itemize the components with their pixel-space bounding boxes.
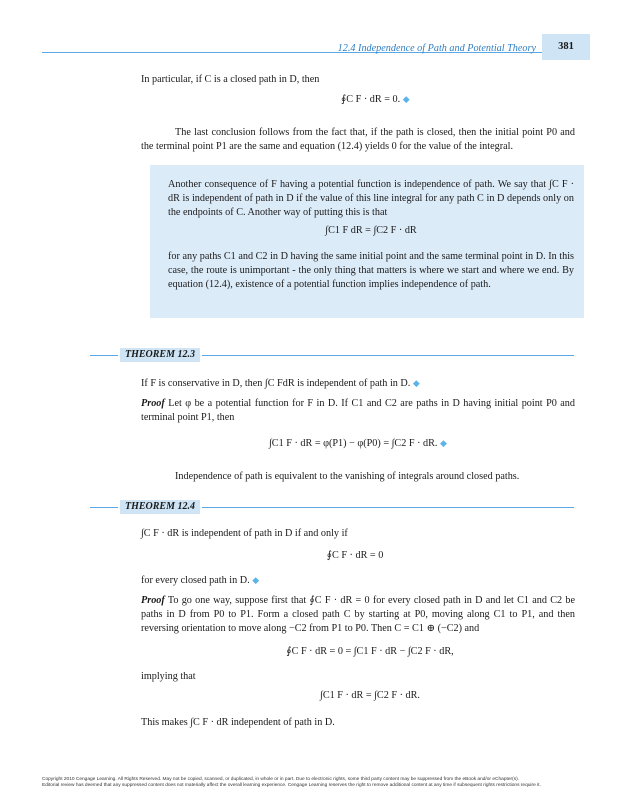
proof-label: Proof: [141, 398, 165, 409]
footer-line-1: Copyright 2010 Cengage Learning. All Rights Reserved. May not be copied, scanned, or duplicated, in whole or in part. Due to electronic rights, some third party content may be suppressed from the eBook and/or eChapter(s).: [42, 777, 520, 782]
equivalence-note: Independence of path is equivalent to the vanishing of integrals around closed paths.: [175, 471, 520, 482]
closing-line: This makes ∫C F · dR independent of path in D.: [141, 717, 335, 728]
theorem-12-4-equation: ∮C F · dR = 0: [326, 550, 384, 561]
theorem-rule-right: [202, 507, 574, 508]
theorem-12-3-proof: [141, 397, 575, 425]
page-number: 381: [542, 34, 590, 60]
proof-text: To go one way, suppose first that ∮C F · dR = 0 for every closed path in D and let C1 and C2 be paths in D from P0 to P1. Form a closed path C by starting at P0, moving along C1 to P1, and then reversing orientation to move along −C2 from P1 to P0. Then C = C1 ⊕ (−C2) and: [141, 595, 575, 634]
theorem-12-3-label: THEOREM 12.3: [120, 348, 200, 362]
theorem-12-4-proof: [141, 594, 575, 636]
theorem-12-3-equation: [269, 436, 499, 451]
box-paragraph-2: for any paths C1 and C2 in D having the same initial point and the same terminal point in D. In this case, the route is unimportant - the only thing that matters is where we start and where we end. By equation (12.4), existence of a potential function implies independence of path.: [168, 251, 574, 290]
intro-line: In particular, if C is a closed path in D, then: [141, 74, 320, 85]
theorem-12-4-end-text: for every closed path in D.: [141, 575, 250, 586]
theorem-rule-left: [90, 355, 118, 356]
running-header: [0, 34, 622, 60]
footer-line-2: Editorial review has deemed that any suppressed content does not materially affect the overall learning experience. Cengage Learning reserves the right to remove additional content at any time if subsequent rights restrictions require it.: [42, 783, 541, 788]
section-title: 12.4 Independence of Path and Potential Theory: [337, 43, 536, 54]
theorem-12-3-eq-text: ∫C1 F · dR = φ(P1) − φ(P0) = ∫C2 F · dR.: [269, 438, 438, 449]
box-equation: ∫C1 F dR = ∫C2 F · dR: [325, 225, 417, 236]
theorem-12-3-statement: [141, 376, 575, 391]
theorem-12-4-equation-3: ∫C1 F · dR = ∫C2 F · dR.: [320, 690, 420, 701]
intro-eq-text: ∮C F · dR = 0.: [341, 94, 401, 105]
diamond-icon: ◆: [440, 438, 447, 448]
theorem-12-4-label: THEOREM 12.4: [120, 500, 200, 514]
diamond-icon: ◆: [412, 378, 420, 388]
theorem-12-4-statement: ∫C F · dR is independent of path in D if and only if: [141, 528, 348, 539]
theorem-12-4-equation-2: ∮C F · dR = 0 = ∫C1 F · dR − ∫C2 F · dR,: [286, 646, 454, 657]
theorem-rule-left: [90, 507, 118, 508]
intro-equation: [341, 92, 471, 107]
theorem-12-4-end: [141, 573, 575, 588]
theorem-rule-right: [202, 355, 574, 356]
diamond-icon: ◆: [252, 575, 260, 585]
theorem-12-3-bar: [90, 348, 574, 362]
theorem-12-4-bar: [90, 500, 574, 514]
theorem-12-3-text: If F is conservative in D, then ∫C FdR is independent of path in D.: [141, 378, 411, 389]
intro-conclusion: The last conclusion follows from the fact that, if the path is closed, then the initial point P0 and the terminal point P1 are the same and equation (12.4) yields 0 for the value of the integral.: [141, 127, 575, 152]
box-paragraph-1: Another consequence of F having a potential function is independence of path. We say that ∫C F · dR is independent of path in D if the value of this line integral for any path C in D depends only on the endpoints of C. Another way of putting this is that: [168, 179, 574, 218]
diamond-icon: ◆: [402, 94, 410, 104]
copyright-footer: [42, 777, 587, 789]
proof-label: Proof: [141, 595, 165, 606]
implying-line: implying that: [141, 671, 196, 682]
proof-text: Let φ be a potential function for F in D. If C1 and C2 are paths in D having initial point P0 and terminal point P1, then: [141, 398, 575, 423]
